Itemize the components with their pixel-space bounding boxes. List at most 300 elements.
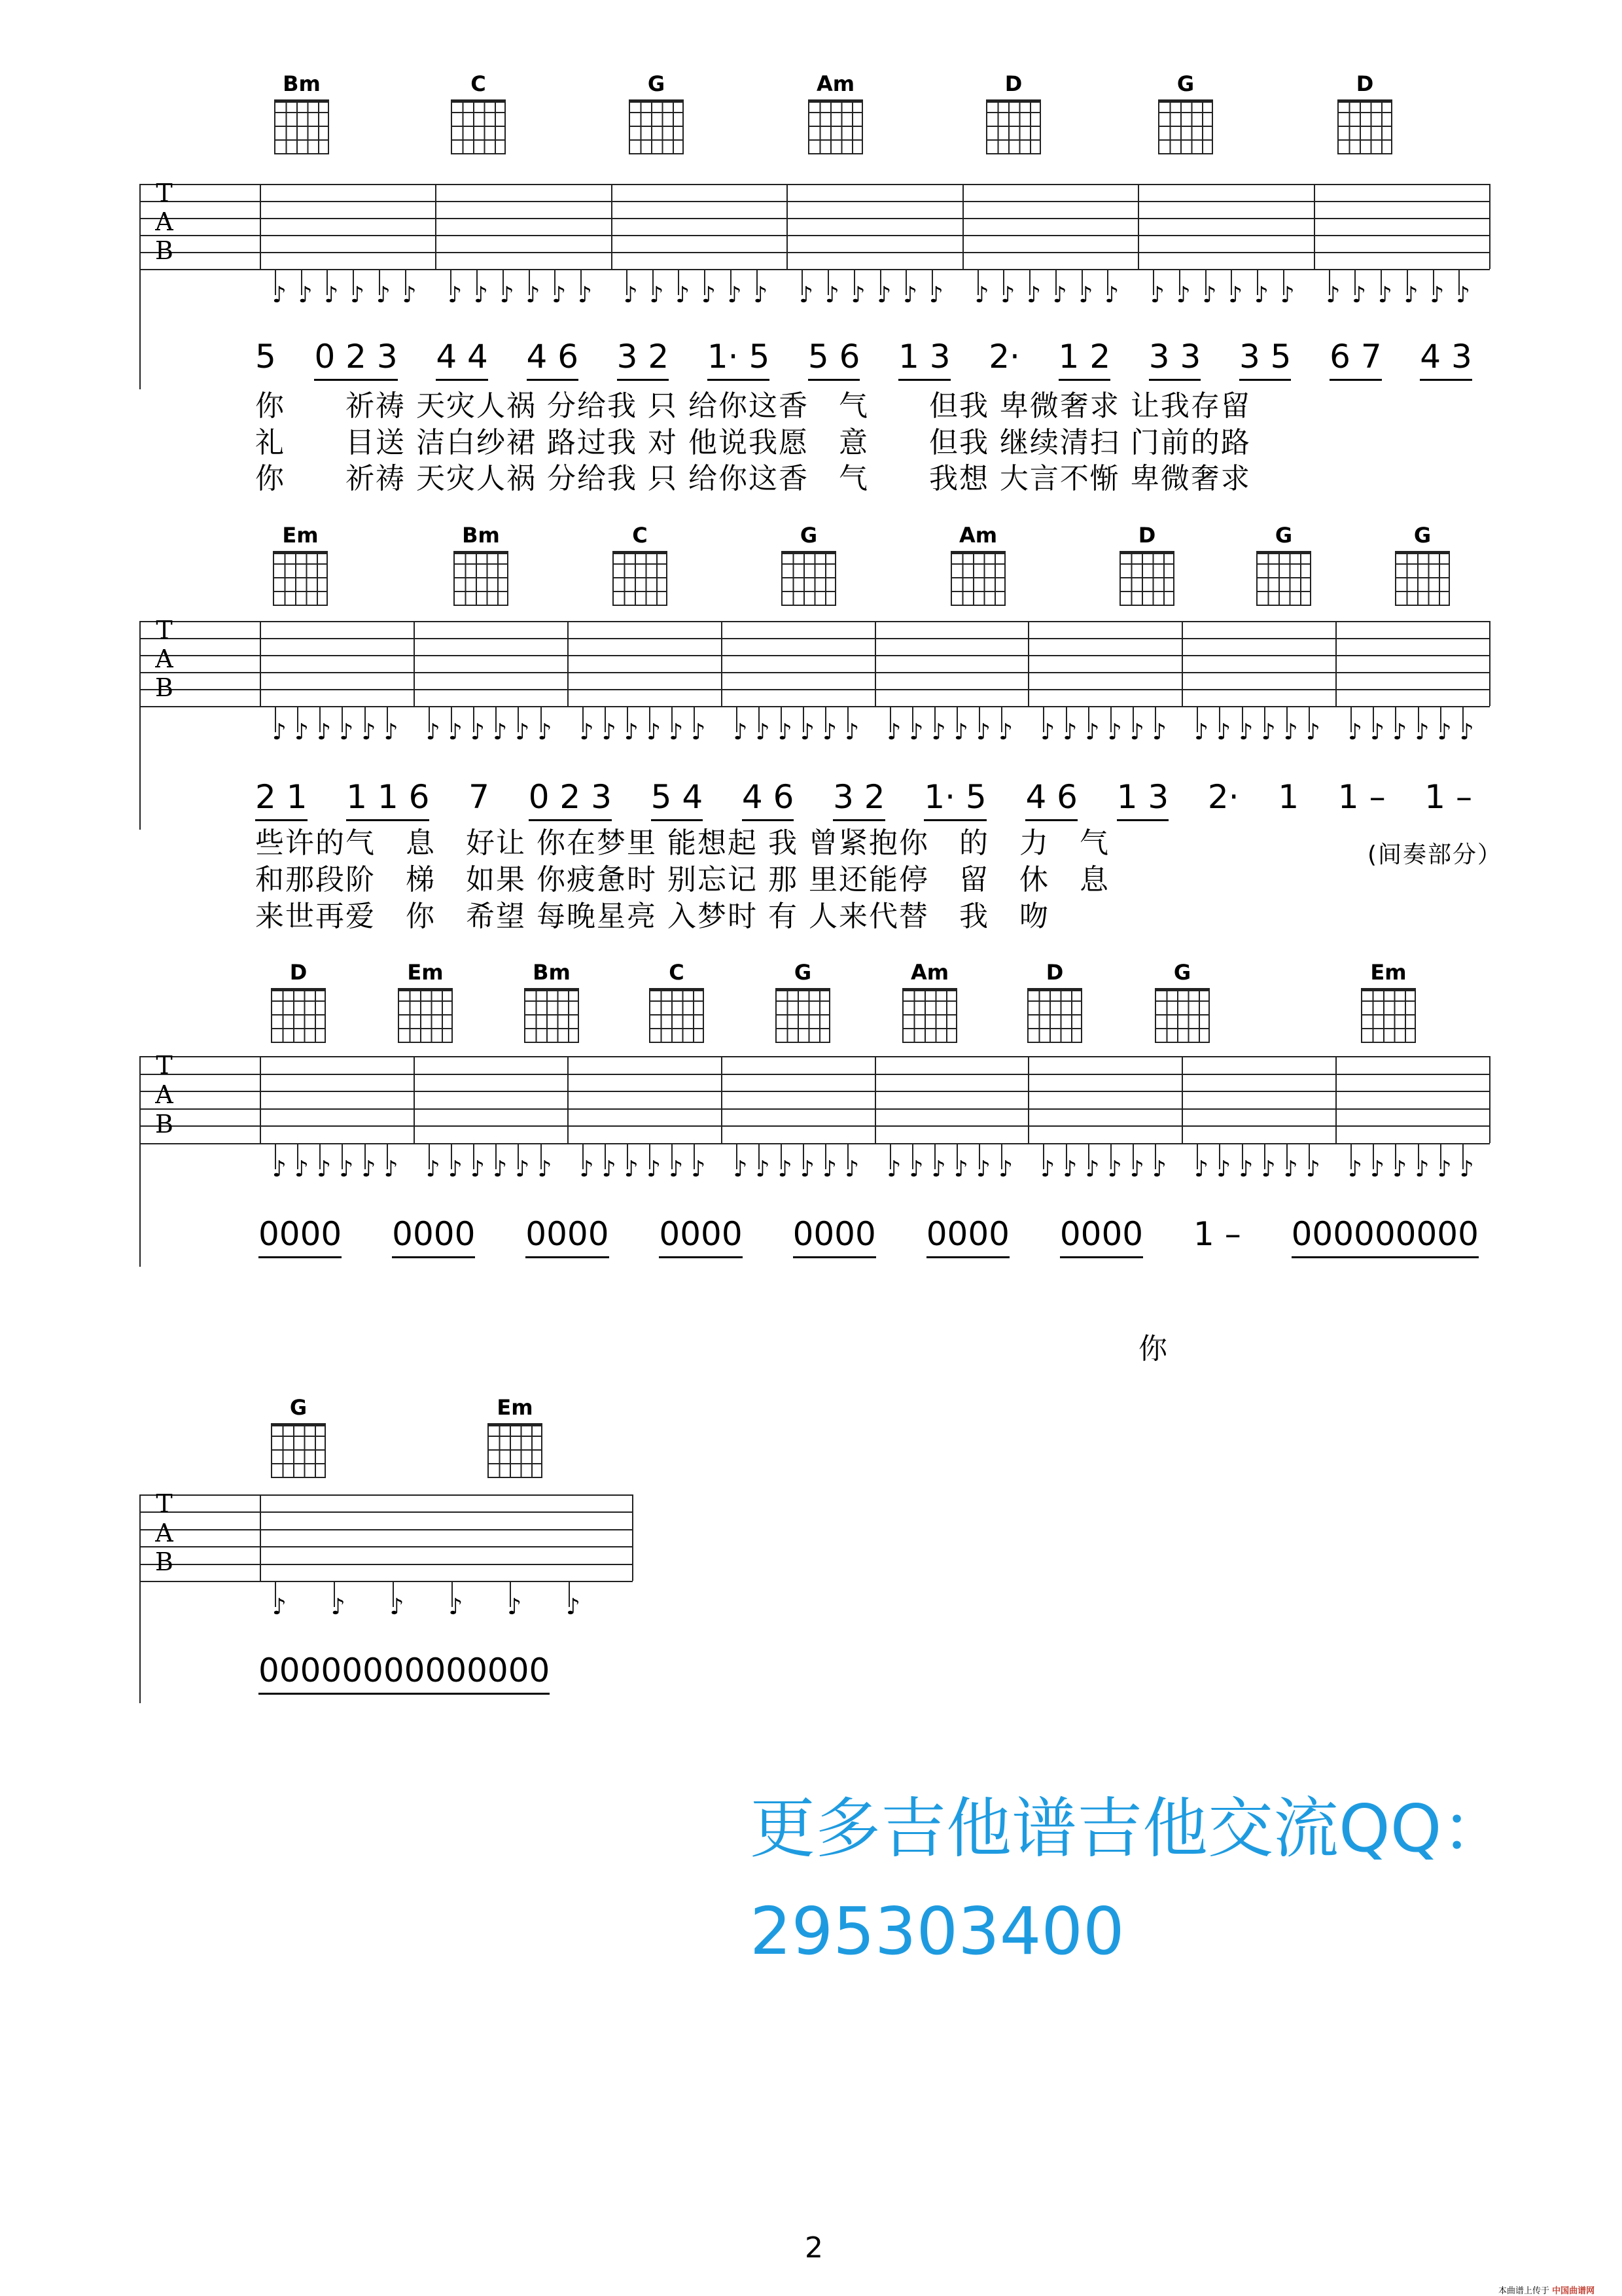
note-group: 3 3 [1149,337,1201,381]
staff-line [139,184,1490,185]
tab-clef-letter: T [156,1489,173,1518]
note-flag: ♪ [1283,719,1298,745]
note-flag: ♪ [425,1156,440,1182]
numbered-notation [258,1651,631,1695]
note-group: 1· 5 [924,777,986,821]
note-flag: ♪ [515,1156,530,1182]
staff-line [139,218,1490,219]
tab-staff [139,616,1490,745]
chord-name: C [470,71,486,96]
note-flag: ♪ [1283,1156,1298,1182]
staff-line [139,1546,633,1547]
chord-fretboard [986,99,1041,154]
note-flag: ♪ [998,1156,1013,1182]
note-flag: ♪ [1261,1156,1276,1182]
note-flag: ♪ [272,1594,287,1620]
chord-diagram [1025,961,1084,1043]
chord-fretboard [274,99,329,154]
note-flag: ♪ [601,719,616,745]
note-flag: ♪ [579,719,594,745]
note-flag: ♪ [976,719,991,745]
note-flag: ♪ [887,719,902,745]
chord-fretboard [775,988,830,1043]
tab-staff [139,1489,633,1620]
note-flag: ♪ [361,719,376,745]
note-flag: ♪ [1392,1156,1407,1182]
barline [1028,1056,1029,1143]
note-group: 0000 [659,1214,742,1258]
tab-staff [139,179,1490,308]
staff-line [139,1564,633,1565]
tab-clef-letter: T [156,1051,173,1080]
note-group: 4 4 [436,337,488,381]
chord-fretboard [487,1423,542,1478]
chord-fretboard [524,988,579,1043]
note-flag: ♪ [822,719,837,745]
note-flag: ♪ [624,1156,639,1182]
note-flag: ♪ [474,282,488,308]
staff-line [139,269,1490,270]
note-flag: ♪ [1194,719,1208,745]
note-group: 4 6 [527,337,579,381]
note-flag: ♪ [953,1156,968,1182]
note-flag: ♪ [1456,282,1470,308]
chord-name: G [289,1395,308,1420]
barline [1489,621,1490,706]
staff-line [139,1091,1490,1092]
note-group: 1 3 [898,337,951,381]
chord-fretboard [273,551,328,606]
note-flag: ♪ [624,719,639,745]
tab-clef-letter: T [156,179,173,207]
note-group: 0000 [525,1214,608,1258]
note-flag: ♪ [566,1594,580,1620]
note-flag: ♪ [1378,282,1392,308]
note-flag: ♪ [1348,1156,1362,1182]
note-flag: ♪ [376,282,391,308]
barline [1489,1056,1490,1143]
chord-fretboard [902,988,957,1043]
chord-diagram [900,961,959,1043]
lyric-line: 礼 目送 洁白纱裙 路过我 对 他说我愿 意 但我 继续清扫 门前的路 [255,426,1251,459]
tab-clef-letter: A [155,1080,173,1109]
barline [721,621,722,706]
note-group: 6 7 [1330,337,1382,381]
barline [611,184,612,269]
note-flag: ♪ [799,282,813,308]
chord-diagram [949,523,1008,606]
chord-fretboard [781,551,836,606]
note-flag: ♪ [1392,719,1407,745]
note-flag: ♪ [389,1594,404,1620]
chord-name: D [1004,71,1023,96]
note-flag: ♪ [330,1594,345,1620]
barline [1489,184,1490,269]
barline [435,184,436,269]
note-flag: ♪ [1370,1156,1384,1182]
staff-line [139,638,1490,639]
promo-line-1: 更多吉他谱吉他交流QQ： [750,1790,1507,1867]
chord-diagram [773,961,832,1043]
chord-name: G [794,960,812,985]
barline [1335,1056,1337,1143]
note-flag: ♪ [1228,282,1243,308]
staff-line [139,1056,1490,1057]
staff-line [139,201,1490,202]
note-flag: ♪ [1040,719,1055,745]
note-flag: ♪ [909,719,924,745]
note-flag: ♪ [1085,719,1100,745]
note-group: 1· 5 [707,337,769,381]
chord-fretboard [1256,551,1311,606]
note-group: 3 2 [833,777,885,821]
chord-diagram [269,961,328,1043]
note-flag: ♪ [499,282,514,308]
staff-line [139,1511,633,1513]
tab-clef-letter: B [155,1547,173,1577]
note-flag: ♪ [1063,719,1078,745]
note-group: 0000 [258,1214,342,1258]
lyric-line: 你 祈祷 天灾人祸 分给我 只 给你这香 气 但我 卑微奢求 让我存留 [255,389,1251,423]
note-flag: ♪ [317,1156,331,1182]
note-group: 1 [1278,778,1299,816]
note-flag: ♪ [493,1156,508,1182]
note-flag: ♪ [1254,282,1269,308]
chord-name: Bm [283,71,321,96]
chord-diagram [1254,523,1313,606]
note-flag: ♪ [448,1156,463,1182]
note-flag: ♪ [1459,1156,1474,1182]
chord-fretboard [1027,988,1082,1043]
note-group: 1 3 [1117,777,1169,821]
chord-name: Am [816,71,855,96]
chord-name: Am [910,960,949,985]
note-flag: ♪ [552,282,567,308]
note-flag: ♪ [1078,282,1093,308]
note-flag: ♪ [537,1156,552,1182]
note-flag: ♪ [1348,719,1362,745]
barline [567,621,569,706]
note-flag: ♪ [383,1156,398,1182]
note-flag: ♪ [601,1156,616,1182]
note-flag: ♪ [800,719,815,745]
note-flag: ♪ [402,282,417,308]
chord-name: Bm [462,523,500,548]
barline [875,621,876,706]
note-flag: ♪ [1000,282,1015,308]
note-flag: ♪ [1239,1156,1254,1182]
note-flag: ♪ [822,1156,837,1182]
note-flag: ♪ [701,282,716,308]
numbered-notation [255,337,1472,381]
note-flag: ♪ [909,1156,924,1182]
barline [1182,1056,1183,1143]
note-group: 4 6 [1025,777,1078,821]
chord-fretboard [1155,988,1210,1043]
note-flag: ♪ [493,719,508,745]
note-group: 2· [1207,778,1239,816]
chord-diagram [1156,72,1215,154]
note-flag: ♪ [976,1156,991,1182]
chord-name: Am [959,523,998,548]
chord-fretboard [453,551,508,606]
note-flag: ♪ [1176,282,1191,308]
tab-clef-letter: A [155,1518,173,1547]
note-flag: ♪ [755,719,770,745]
chord-diagram [1359,961,1418,1043]
barline [786,184,788,269]
note-flag: ♪ [1129,719,1144,745]
note-flag: ♪ [294,1156,309,1182]
note-flag: ♪ [753,282,768,308]
note-group: 7 [468,778,489,816]
chord-diagram [1153,961,1212,1043]
barline [721,1056,722,1143]
note-flag: ♪ [1152,719,1167,745]
note-flag: ♪ [1239,719,1254,745]
chord-diagram [451,523,510,606]
footer-uploaded: 本曲谱上传于 [1498,2286,1550,2296]
note-flag: ♪ [727,282,742,308]
barline [1138,184,1139,269]
note-flag: ♪ [928,282,943,308]
chord-name: D [289,960,308,985]
note-flag: ♪ [1326,282,1341,308]
note-flag: ♪ [998,719,1013,745]
note-flag: ♪ [1104,282,1120,308]
chord-diagram [271,523,330,606]
note-flag: ♪ [272,719,287,745]
note-flag: ♪ [470,1156,485,1182]
chord-name: G [1173,960,1191,985]
note-group: 0 2 3 [529,777,612,821]
chord-fretboard [451,99,506,154]
chord-name: G [800,523,818,548]
note-flag: ♪ [1052,282,1067,308]
note-flag: ♪ [448,282,463,308]
note-flag: ♪ [1305,1156,1320,1182]
note-group: 5 6 [808,337,860,381]
note-flag: ♪ [1261,719,1276,745]
lyric-line: 些许的气 息 好让 你在梦里 能想起 我 曾紧抱你 的 力 气 [255,826,1110,860]
note-flag: ♪ [931,719,946,745]
note-flag: ♪ [1415,719,1430,745]
note-flag: ♪ [425,719,440,745]
note-group: 1 1 6 [346,777,429,821]
staff-line [139,689,1490,690]
chord-diagram [610,523,669,606]
note-group: 5 [255,338,276,376]
chord-fretboard [629,99,684,154]
note-group: 00000000000000 [258,1651,550,1695]
tab-clef-letter: T [156,616,173,645]
chord-diagram [779,523,838,606]
note-flag: ♪ [755,1156,770,1182]
note-flag: ♪ [1415,1156,1430,1182]
note-flag: ♪ [1370,719,1384,745]
note-flag: ♪ [350,282,364,308]
note-group: 1 – [1424,778,1472,816]
chord-diagram [1393,523,1452,606]
barline [260,1056,261,1143]
chord-name: G [1413,523,1432,548]
note-flag: ♪ [877,282,892,308]
footer-credit [1498,2284,1595,2296]
barline [260,621,261,706]
note-group: 1 – [1337,778,1386,816]
staff-line [139,252,1490,253]
chord-fretboard [1337,99,1392,154]
note-flag: ♪ [825,282,839,308]
note-group: 3 2 [617,337,669,381]
chord-diagram [1118,523,1176,606]
footer-site-logo: 中国曲谱网 [1552,2286,1595,2296]
note-group: 0000 [1060,1214,1143,1258]
chord-fretboard [1120,551,1174,606]
barline [1028,621,1029,706]
note-flag: ♪ [1437,1156,1452,1182]
note-flag: ♪ [646,719,661,745]
barline [414,1056,415,1143]
note-flag: ♪ [1107,1156,1122,1182]
page-number: 2 [805,2231,823,2265]
tab-staff [139,1051,1490,1182]
note-flag: ♪ [470,719,485,745]
note-flag: ♪ [845,719,860,745]
lyric-line: 来世再爱 你 希望 每晚星亮 入梦时 有 人来代替 我 吻 [255,900,1049,933]
note-flag: ♪ [294,719,309,745]
note-flag: ♪ [1280,282,1295,308]
chord-diagram [485,1396,544,1478]
note-group: 0000 [793,1214,876,1258]
section-note: (间奏部分） [1367,841,1503,868]
chord-name: Em [282,523,319,548]
note-group: 0000 [926,1214,1010,1258]
barline [1314,184,1315,269]
chord-diagram [269,1396,328,1478]
chord-fretboard [649,988,704,1043]
chord-name: G [1275,523,1293,548]
note-flag: ♪ [1129,1156,1144,1182]
barline [567,1056,569,1143]
note-group: 4 6 [742,777,794,821]
staff-line [139,1494,633,1496]
note-flag: ♪ [579,1156,594,1182]
barline [1335,621,1337,706]
note-flag: ♪ [669,719,684,745]
chord-diagram [449,72,508,154]
note-flag: ♪ [1150,282,1165,308]
chord-name: Bm [533,960,571,985]
staff-line [139,672,1490,673]
note-group: 1 – [1193,1215,1241,1253]
note-flag: ♪ [1085,1156,1100,1182]
note-flag: ♪ [448,719,463,745]
chord-fretboard [612,551,667,606]
staff-line [139,1074,1490,1075]
chord-name: Em [1370,960,1407,985]
note-flag: ♪ [623,282,638,308]
barline [1182,621,1183,706]
tab-clef-letter: B [155,236,173,265]
chord-name: G [647,71,665,96]
staff-line [139,235,1490,236]
note-flag: ♪ [515,719,530,745]
tab-clef-letter: A [155,645,173,673]
note-flag: ♪ [1027,282,1041,308]
chord-diagram [984,72,1043,154]
barline [260,184,261,269]
chord-name: Em [497,1395,533,1420]
chord-fretboard [271,1423,326,1478]
chord-fretboard [1361,988,1416,1043]
note-flag: ♪ [800,1156,815,1182]
note-flag: ♪ [324,282,339,308]
note-group: 000000000 [1292,1214,1479,1258]
note-flag: ♪ [675,282,690,308]
note-flag: ♪ [691,1156,706,1182]
staff-line [139,621,1490,622]
staff-line [139,655,1490,656]
note-flag: ♪ [887,1156,902,1182]
note-flag: ♪ [691,719,706,745]
note-flag: ♪ [1437,719,1452,745]
system-bracket [139,1056,141,1267]
note-flag: ♪ [1216,1156,1231,1182]
chord-name: D [1356,71,1374,96]
barline [414,621,415,706]
note-flag: ♪ [361,1156,376,1182]
note-flag: ♪ [1352,282,1366,308]
note-flag: ♪ [649,282,664,308]
note-flag: ♪ [931,1156,946,1182]
chord-diagram [806,72,865,154]
note-flag: ♪ [1403,282,1419,308]
note-flag: ♪ [1305,719,1320,745]
note-group: 4 3 [1420,337,1472,381]
chord-diagram [522,961,581,1043]
note-flag: ♪ [298,282,313,308]
note-flag: ♪ [851,282,866,308]
note-flag: ♪ [1202,282,1217,308]
note-flag: ♪ [383,719,398,745]
chord-diagram [396,961,455,1043]
note-group: 0 2 3 [314,337,397,381]
chord-name: D [1138,523,1156,548]
note-flag: ♪ [845,1156,860,1182]
note-flag: ♪ [272,282,287,308]
system-bracket [139,1494,141,1703]
note-group: 0000 [392,1214,475,1258]
note-flag: ♪ [1430,282,1445,308]
note-flag: ♪ [1040,1156,1055,1182]
tab-clef-letter: B [155,673,173,702]
note-group: 2 1 [255,777,308,821]
chord-name: C [632,523,648,548]
note-group: 5 4 [651,777,703,821]
chord-name: C [669,960,684,985]
note-flag: ♪ [448,1594,463,1620]
note-flag: ♪ [1194,1156,1208,1182]
note-flag: ♪ [339,1156,354,1182]
note-flag: ♪ [669,1156,684,1182]
chord-diagram [272,72,331,154]
note-group: 3 5 [1239,337,1292,381]
note-flag: ♪ [537,719,552,745]
chord-fretboard [398,988,453,1043]
chord-fretboard [271,988,326,1043]
staff-line [139,1581,633,1582]
